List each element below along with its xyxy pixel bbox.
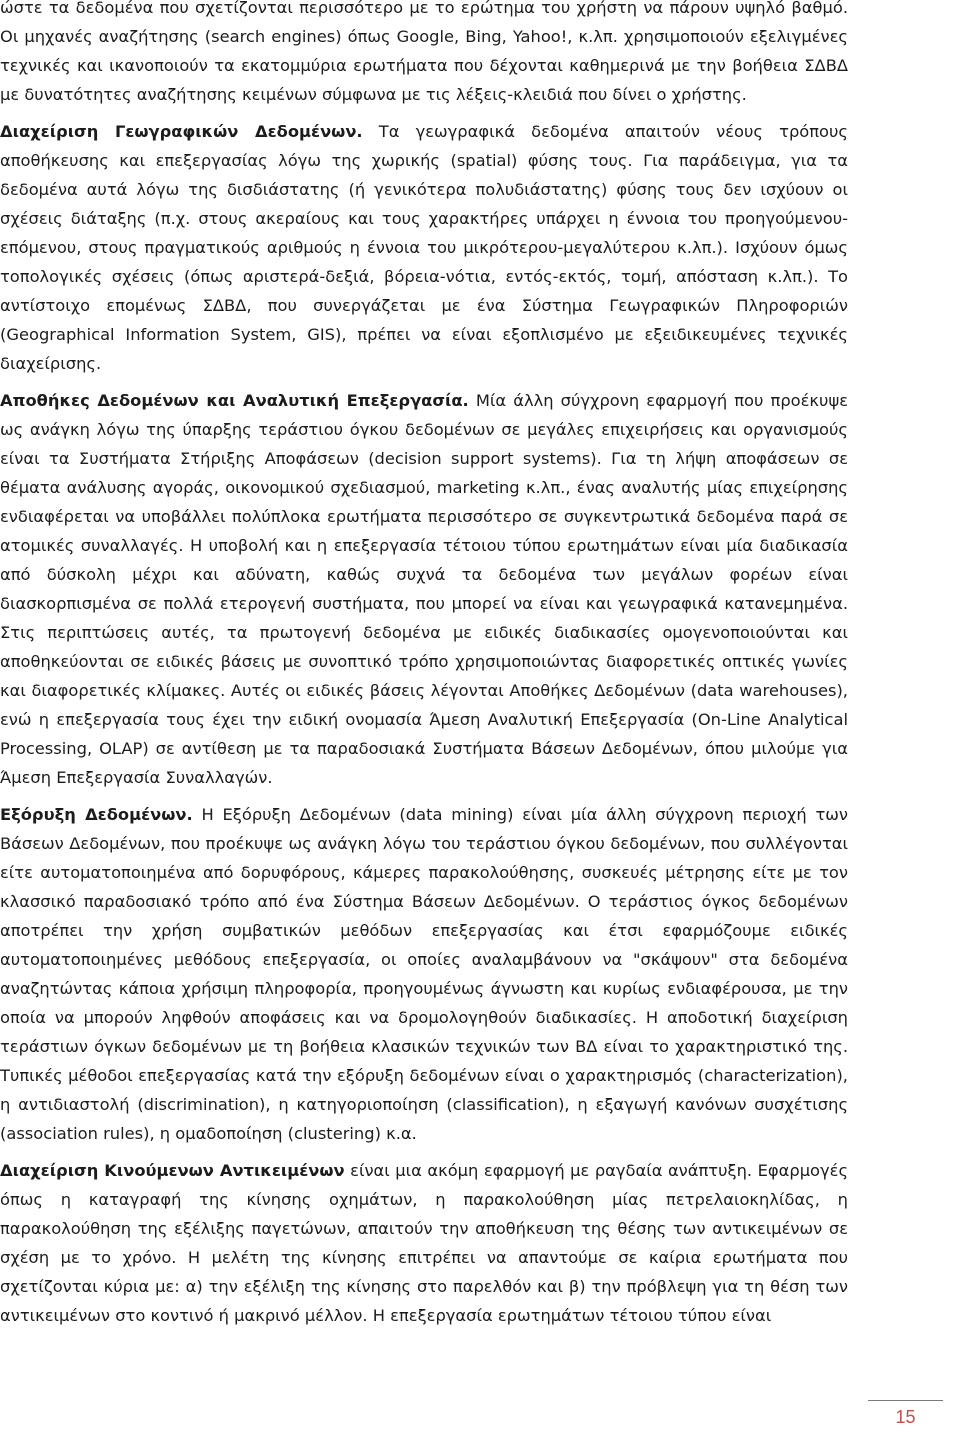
paragraph-moving-objects [0, 1156, 848, 1330]
footer-divider [868, 1400, 943, 1401]
section-heading-moving-objects: Διαχείριση Κινούμενων Αντικειμένων [0, 1161, 345, 1180]
paragraph-text: Μία άλλη σύγχρονη εφαρμογή που προέκυψε ως ανάγκη λόγω της ύπαρξης τεράστιου όγκου δεδομένων σε μεγάλες επιχειρήσεις και οργανισμούς είναι τα Συστήματα Στήριξης Αποφάσεων (decision support systems). Για τη λήψη αποφάσεων σε θέματα ανάλυσης αγοράς, οικονομικού σχεδιασμού, marketing κ.λπ., ένας αναλυτής μίας επιχείρησης ενδιαφέρεται να υποβάλλει πολύπλοκα ερωτήματα περισσότερο σε συγκεντρωτικά δεδομένα παρά σε ατομικές συναλλαγές. Η υποβολή και η επεξεργασία τέτοιου τύπου ερωτημάτων είναι μία διαδικασία από δύσκολη μέχρι και αδύνατη, καθώς συχνά τα δεδομένα των μεγάλων φορέων είναι διασκορπισμένα σε πολλά ετερογενή συστήματα, που μπορεί να είναι και γεωγραφικά κατανεμημένα. Στις περιπτώσεις αυτές, τα πρωτογενή δεδομένα με ειδικές διαδικασίες ομογενοποιούνται και αποθηκεύονται σε ειδικές βάσεις με συνοπτικό τρόπο χρησιμοποιώντας διαφορετικές οπτικές γωνίες και διαφορετικές κλίμακες. Αυτές οι ειδικές βάσεις λέγονται Αποθήκες Δεδομένων (data warehouses), ενώ η επεξεργασία τους έχει την ειδική ονομασία Άμεση Αναλυτική Επεξεργασία (On-Line Analytical Processing, OLAP) σε αντίθεση με τα παραδοσιακά Συστήματα Βάσεων Δεδομένων, όπου μιλούμε για Άμεση Επεξεργασία Συναλλαγών. [0, 391, 848, 787]
section-heading-geographic-data: Διαχείριση Γεωγραφικών Δεδομένων. [0, 122, 363, 141]
section-heading-data-mining: Εξόρυξη Δεδομένων. [0, 805, 193, 824]
paragraph-text: ώστε τα δεδομένα που σχετίζονται περισσότερο με το ερώτημα του χρήστη να πάρουν υψηλό βαθμό. Οι μηχανές αναζήτησης (search engines) όπως Google, Bing, Yahoo!, κ.λπ. χρησιμοποιούν εξελιγμένες τεχνικές και ικανοποιούν τα εκατομμύρια ερωτήματα που δέχονται καθημερινά με την βοήθεια ΣΔΒΔ με δυνατότητες αναζήτησης κειμένων σύμφωνα με τις λέξεις-κλειδιά που δίνει ο χρήστης. [0, 0, 848, 104]
page-number: 15 [895, 1407, 916, 1427]
paragraph-text: Η Εξόρυξη Δεδομένων (data mining) είναι μία άλλη σύγχρονη περιοχή των Βάσεων Δεδομένων, που προέκυψε ως ανάγκη λόγω του τεράστιου όγκου δεδομένων, που συλλέγονται είτε αυτοματοποιημένα από δορυφόρους, κάμερες παρακολούθησης, συσκευές μέτρησης είτε με τον κλασσικό παραδοσιακό τρόπο από ένα Σύστημα Βάσεων Δεδομένων. Ο τεράστιος όγκος δεδομένων αποτρέπει την χρήση συμβατικών μεθόδων επεξεργασίας και έτσι εφαρμόζουμε ειδικές αυτοματοποιημένες μεθόδους επεξεργασία, οι οποίες αναλαμβάνουν να "σκάψουν" στα δεδομένα αναζητώντας κάποια χρήσιμη πληροφορία, προηγουμένως άγνωστη και κυρίως ενδιαφέρουσα, με την οποία να μπορούν ληφθούν αποφάσεις και να δρομολογηθούν διαδικασίες. Η αποδοτική διαχείριση τεράστιων όγκων δεδομένων με τη βοήθεια κλασικών τεχνικών των ΒΔ είναι το χαρακτηριστικό της. Τυπικές μέθοδοι επεξεργασίας κατά την εξόρυξη δεδομένων είναι ο χαρακτηρισμός (characterization), η αντιδιαστολή (discrimination), η κατηγοριοποίηση (classification), η εξαγωγή κανόνων συσχέτισης (association rules), η ομαδοποίηση (clustering) κ.α. [0, 805, 848, 1143]
paragraph-text: Τα γεωγραφικά δεδομένα απαιτούν νέους τρόπους αποθήκευσης και επεξεργασίας λόγω της χωρικής (spatial) φύσης τους. Για παράδειγμα, για τα δεδομένα αυτά λόγω της δισδιάστατης (ή γενικότερα πολυδιάστατης) φύσης τους δεν ισχύουν οι σχέσεις διάταξης (π.χ. στους ακεραίους και τους χαρακτήρες υπάρχει η έννοια του προηγούμενου-επόμενου, στους πραγματικούς αριθμούς η έννοια του μικρότερου-μεγαλύτερου κ.λπ.). Ισχύουν όμως τοπολογικές σχέσεις (όπως αριστερά-δεξιά, βόρεια-νότια, εντός-εκτός, τομή, απόσταση κ.λπ.). Το αντίστοιχο επομένως ΣΔΒΔ, που συνεργάζεται με ένα Σύστημα Γεωγραφικών Πληροφοριών (Geographical Information System, GIS), πρέπει να είναι εξοπλισμένο με εξειδικευμένες τεχνικές διαχείρισης. [0, 122, 848, 373]
section-heading-data-warehouses: Αποθήκες Δεδομένων και Αναλυτική Επεξεργασία. [0, 391, 469, 410]
paragraph-data-warehouses [0, 386, 848, 792]
paragraph-geographic-data [0, 117, 848, 378]
paragraph-data-mining [0, 800, 848, 1148]
paragraph-search-engines [0, 0, 848, 109]
paragraph-text: είναι μια ακόμη εφαρμογή με ραγδαία ανάπτυξη. Εφαρμογές όπως η καταγραφή της κίνησης οχημάτων, η παρακολούθηση μίας πετρελαιοκηλίδας, η παρακολούθηση της εξέλιξης παγετώνων, απαιτούν την αποθήκευση της θέσης των αντικειμένων σε σχέση με το χρόνο. Η μελέτη της κίνησης επιτρέπει να απαντούμε σε καίρια ερωτήματα που σχετίζονται κύρια με: α) την εξέλιξη της κίνησης στο παρελθόν και β) την πρόβλεψη για τη θέση των αντικειμένων στο κοντινό ή μακρινό μέλλον. Η επεξεργασία ερωτημάτων τέτοιου τύπου είναι [0, 1161, 848, 1325]
